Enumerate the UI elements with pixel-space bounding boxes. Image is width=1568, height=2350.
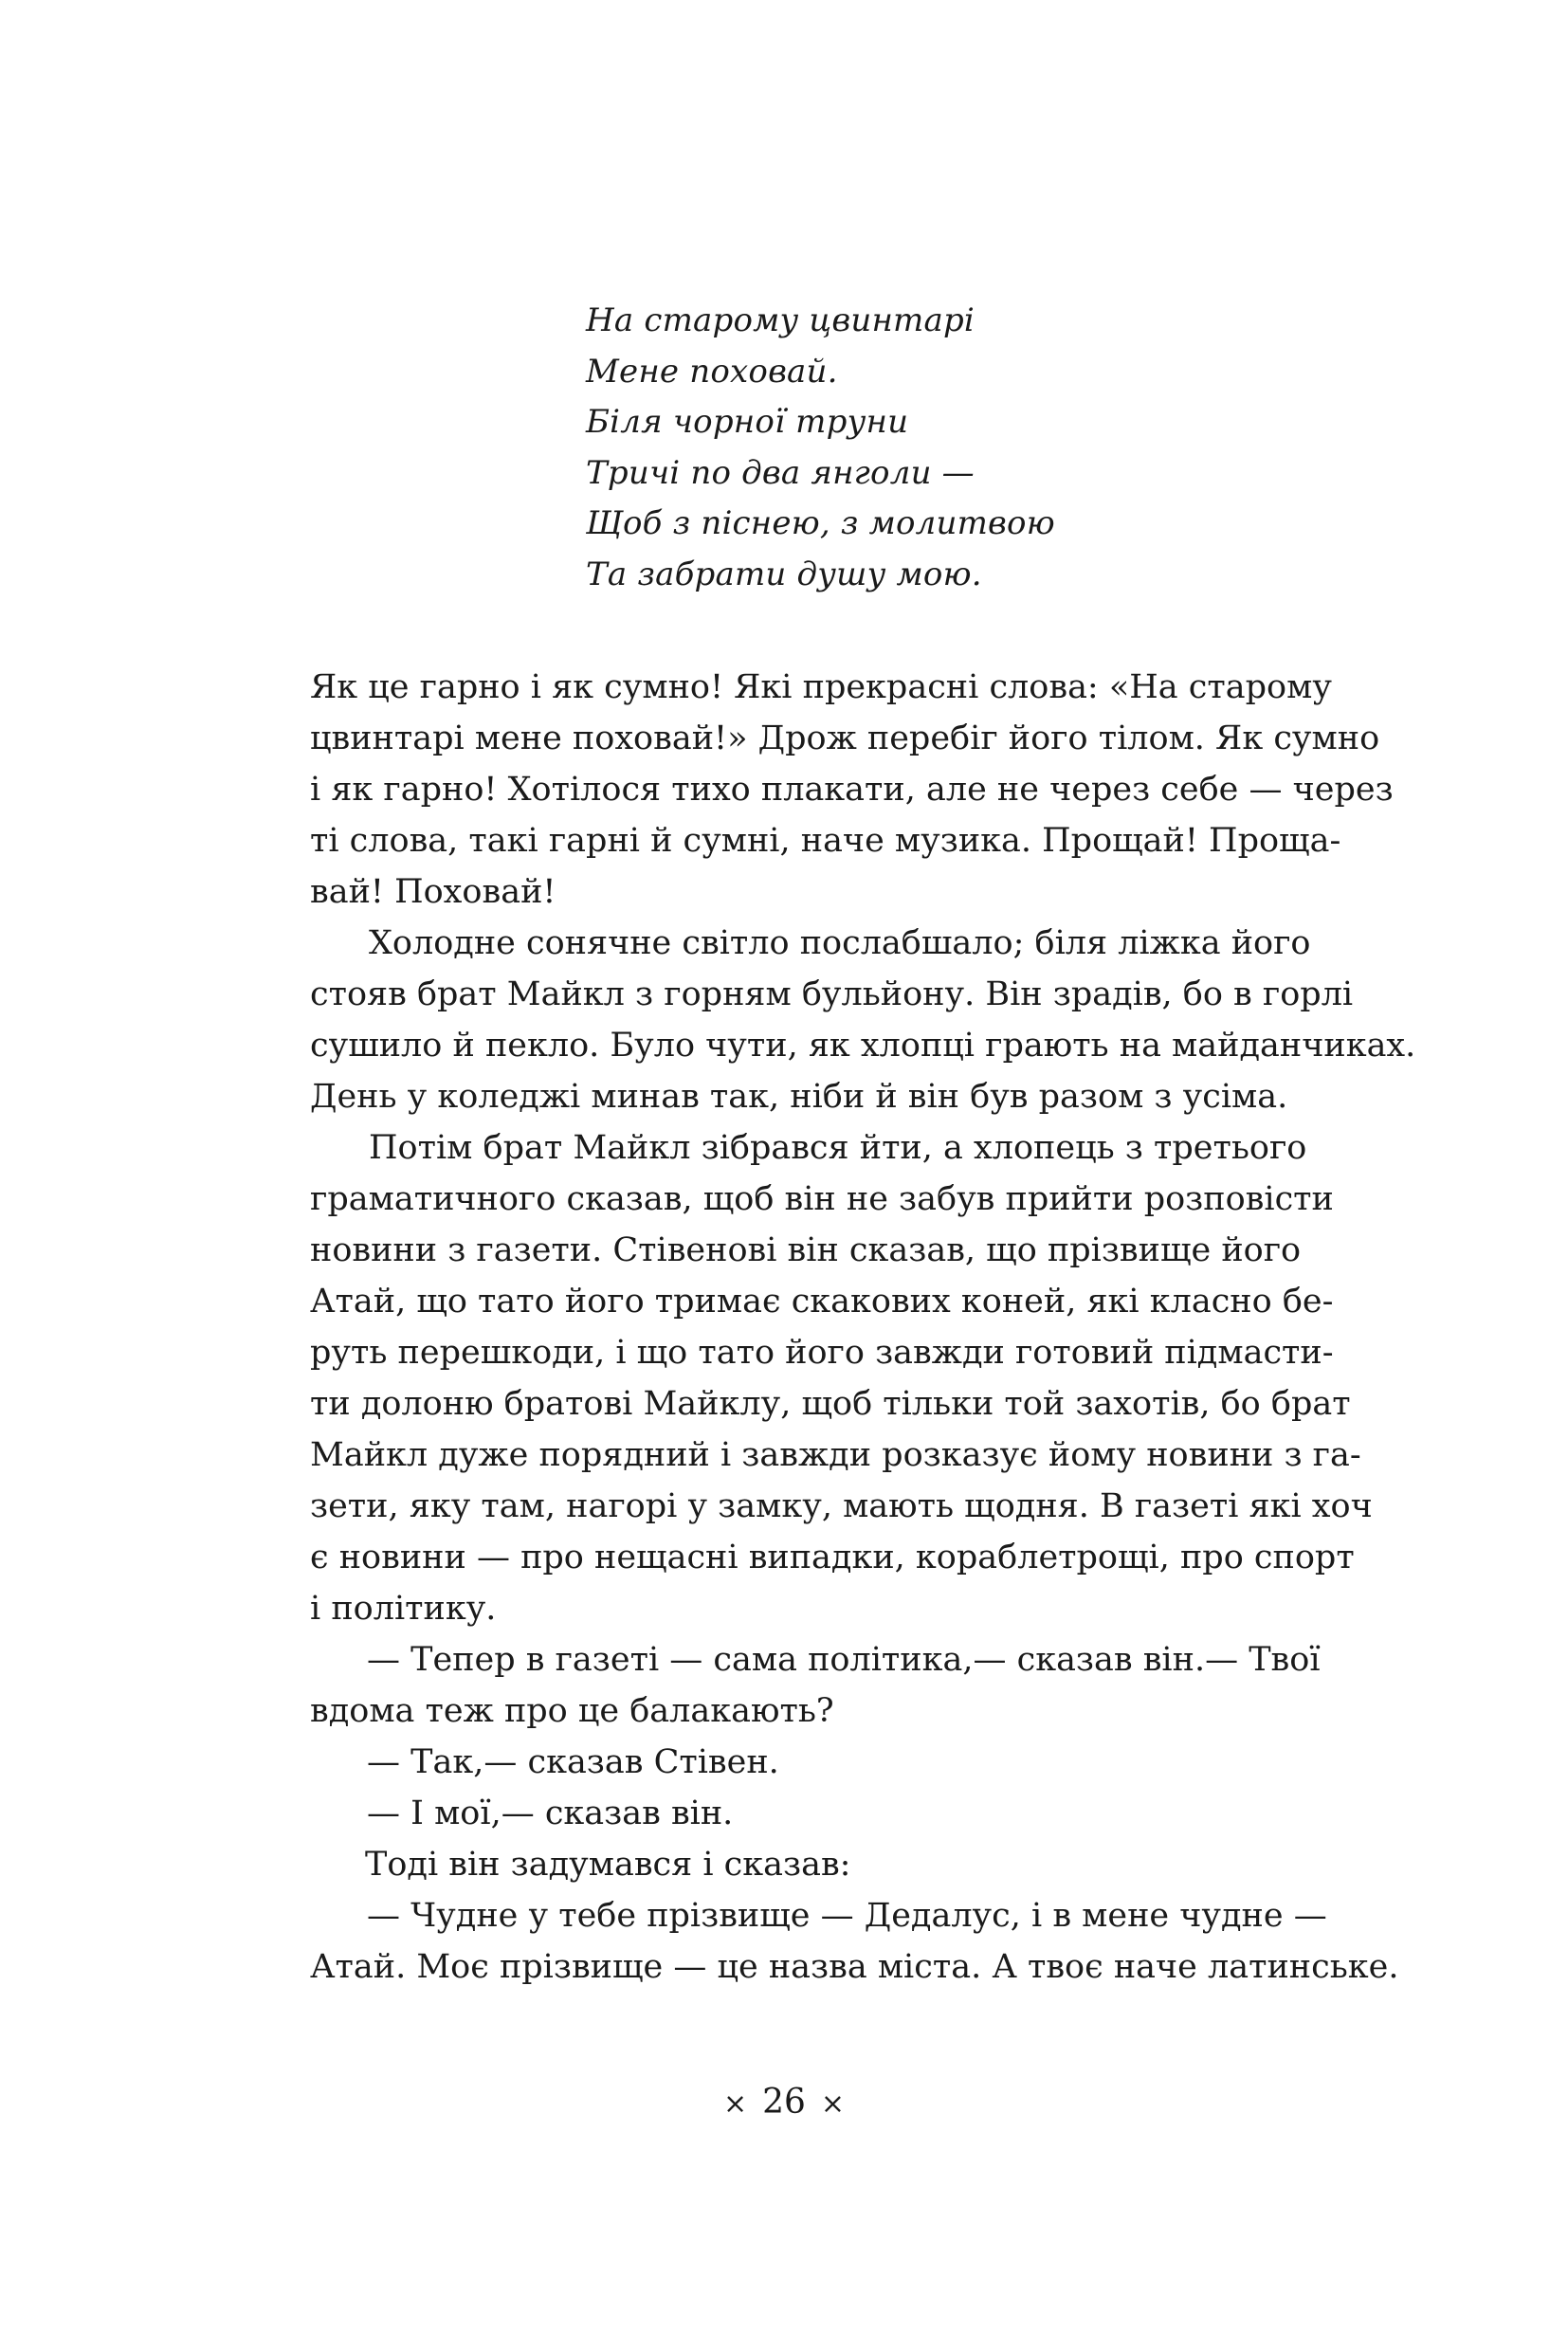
poem-line: Щоб з піснею, з молитвою <box>586 504 1055 542</box>
page-number: 26 <box>762 2083 806 2122</box>
text-line: і політику. <box>310 1590 497 1628</box>
poem-line: На старому цвинтарі <box>586 301 975 339</box>
ornament-right: × <box>820 2087 846 2121</box>
dialogue-line: вдома теж про це балакають? <box>310 1692 834 1730</box>
text-line: і як гарно! Хотілося тихо плакати, але не через себе — через <box>310 771 1394 809</box>
body-text <box>310 662 1416 1993</box>
dialogue-line: — І мої,— сказав він. <box>367 1794 734 1832</box>
text-line: Майкл дуже порядний і завжди розказує йому новини з га- <box>310 1436 1361 1474</box>
text-line: сушило й пекло. Було чути, як хлопці грають на майданчиках. <box>310 1027 1416 1065</box>
text-line: вай! Поховай! <box>310 873 556 911</box>
dialogue-line: Атай. Моє прізвище — це назва міста. А твоє наче латинське. <box>310 1948 1399 1986</box>
text-line: Тоді він задумався і сказав: <box>365 1846 851 1884</box>
page-footer <box>0 2082 1568 2125</box>
poem-line: Біля чорної труни <box>586 403 909 441</box>
text-line: День у коледжі минав так, ніби й він був разом з усіма. <box>310 1078 1288 1116</box>
text-line: Холодне сонячне світло послабшало; біля ліжка його <box>369 924 1311 962</box>
text-line: ти долоню братові Майклу, щоб тільки той захотів, бо брат <box>310 1385 1351 1423</box>
ornament-left: × <box>722 2087 748 2121</box>
poem-line: Тричі по два янголи — <box>586 453 975 492</box>
dialogue-line: — Тепер в газеті — сама політика,— сказав він.— Твої <box>367 1641 1321 1679</box>
dialogue-line: — Так,— сказав Стівен. <box>367 1743 779 1781</box>
text-line: новини з газети. Стівенові він сказав, що прізвище його <box>310 1231 1302 1269</box>
text-line: стояв брат Майкл з горням бульйону. Він зрадів, бо в горлі <box>310 975 1354 1013</box>
text-line: цвинтарі мене поховай!» Дрож перебіг його тілом. Як сумно <box>310 720 1380 757</box>
text-line: Як це гарно і як сумно! Які прекрасні слова: «На старому <box>310 668 1332 706</box>
text-line: Атай, що тато його тримає скакових коней, які класно бе- <box>310 1283 1334 1321</box>
text-line: граматичного сказав, щоб він не забув прийти розповісти <box>310 1180 1334 1218</box>
dialogue-line: — Чудне у тебе прізвище — Дедалус, і в мене чудне — <box>367 1897 1327 1935</box>
poem-line: Мене поховай. <box>586 352 838 391</box>
poem-stanza <box>586 296 1306 600</box>
text-line: руть перешкоди, і що тато його завжди готовий підмасти- <box>310 1334 1334 1372</box>
text-line: ті слова, такі гарні й сумні, наче музика. Прощай! Проща- <box>310 822 1341 860</box>
text-line: Потім брат Майкл зібрався йти, а хлопець з третього <box>369 1129 1307 1167</box>
text-line: є новини — про нещасні випадки, кораблетрощі, про спорт <box>310 1539 1355 1576</box>
poem-line: Та забрати душу мою. <box>586 555 982 593</box>
text-line: зети, яку там, нагорі у замку, мають щодня. В газеті які хоч <box>310 1487 1373 1525</box>
